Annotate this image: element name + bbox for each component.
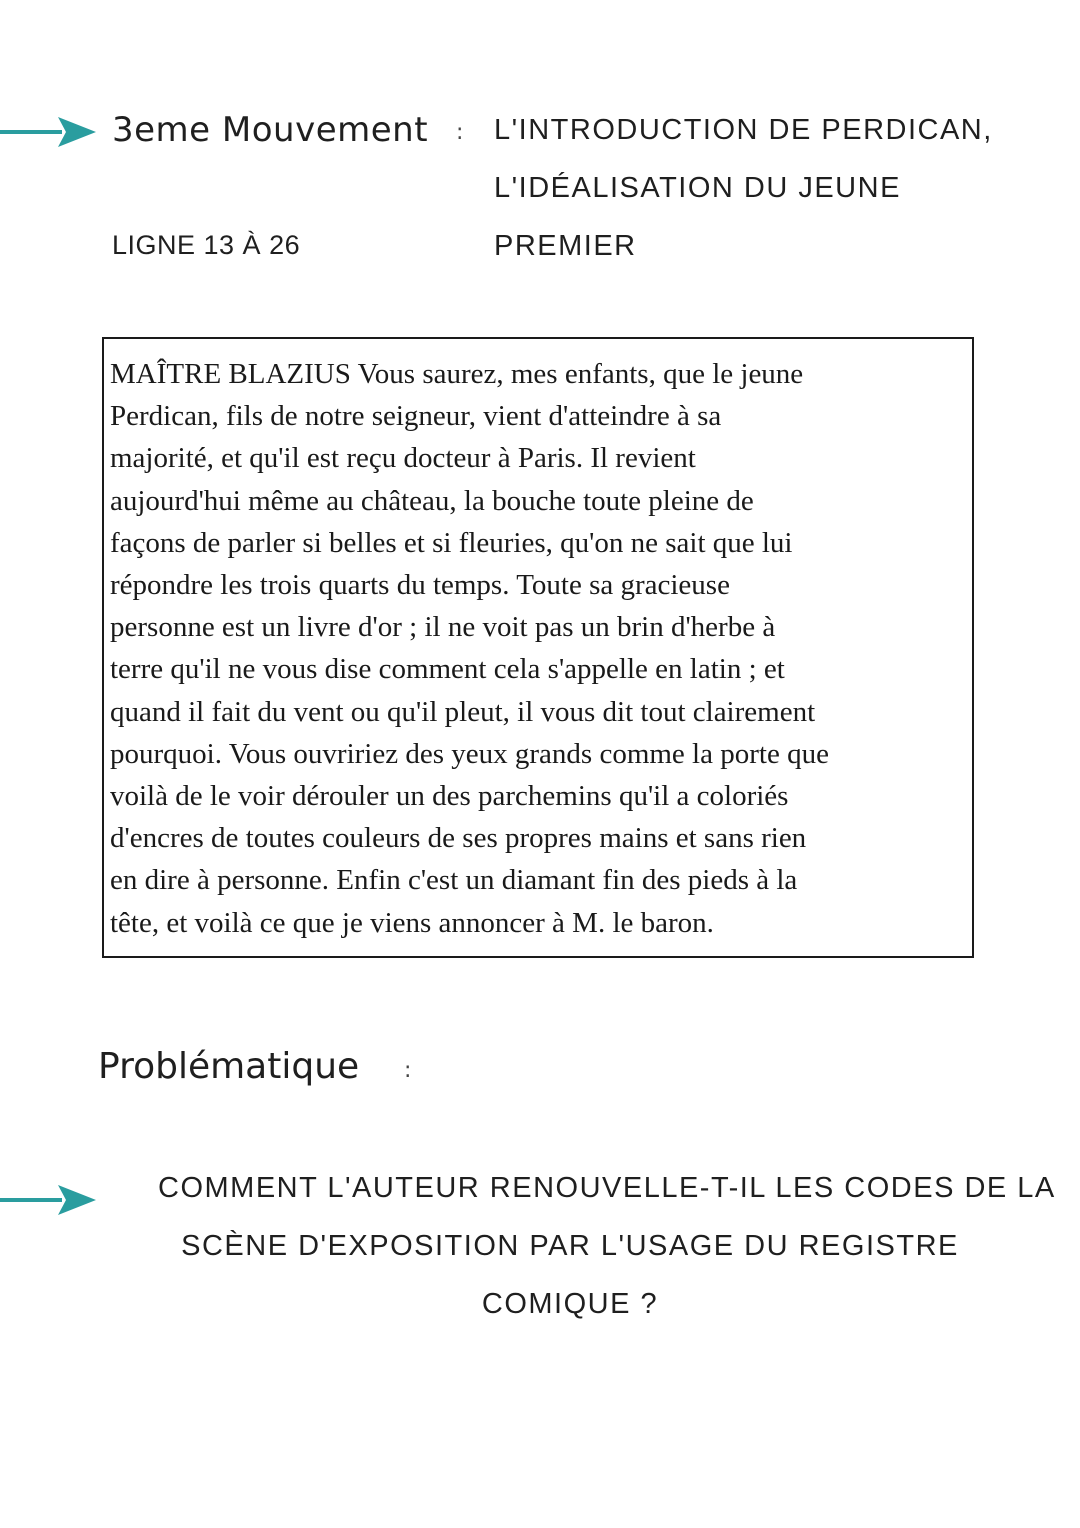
problematique-question-line: SCÈNE D'EXPOSITION PAR L'USAGE DU REGISTRE bbox=[181, 1230, 959, 1262]
quote-line: en dire à personne. Enfin c'est un diamant fin des pieds à la bbox=[110, 864, 798, 897]
problematique-question-line: COMMENT L'AUTEUR RENOUVELLE-T-IL LES CODES DE LA bbox=[158, 1172, 1056, 1204]
quote-line: MAÎTRE BLAZIUS Vous saurez, mes enfants, que le jeune bbox=[110, 358, 804, 390]
quote-line: répondre les trois quarts du temps. Toute sa gracieuse bbox=[110, 569, 730, 602]
problematique-colon: : bbox=[404, 1058, 412, 1083]
quote-line: personne est un livre d'or ; il ne voit pas un brin d'herbe à bbox=[110, 611, 776, 644]
mouvement-title-line: L'IDÉALISATION DU JEUNE bbox=[494, 172, 901, 204]
quote-line: pourquoi. Vous ouvririez des yeux grands comme la porte que bbox=[110, 737, 829, 770]
mouvement-title-line: PREMIER bbox=[494, 230, 637, 262]
quote-line: Perdican, fils de notre seigneur, vient d'atteindre à sa bbox=[110, 400, 722, 433]
quote-line: façons de parler si belles et si fleuries, qu'on ne sait que lui bbox=[110, 526, 793, 559]
quote-line: quand il fait du vent ou qu'il pleut, il vous dit tout clairement bbox=[110, 695, 816, 728]
heading-colon: : bbox=[456, 120, 464, 145]
quote-line: terre qu'il ne vous dise comment cela s'appelle en latin ; et bbox=[110, 653, 785, 686]
problematique-heading: Problématique bbox=[98, 1046, 360, 1087]
quote-box bbox=[102, 337, 974, 958]
quote-line: aujourd'hui même au château, la bouche toute pleine de bbox=[110, 484, 754, 517]
line-range: LIGNE 13 À 26 bbox=[112, 230, 301, 260]
arrow-right-icon bbox=[0, 1180, 100, 1220]
quote-line: majorité, et qu'il est reçu docteur à Paris. Il revient bbox=[110, 442, 696, 475]
mouvement-title-line: L'INTRODUCTION DE PERDICAN, bbox=[494, 114, 993, 146]
arrow-right-icon bbox=[0, 112, 100, 152]
quote-line: d'encres de toutes couleurs de ses propres mains et sans rien bbox=[110, 822, 807, 855]
problematique-question-line: COMIQUE ? bbox=[481, 1288, 659, 1320]
quote-line: voilà de le voir dérouler un des parchemins qu'il a coloriés bbox=[110, 780, 789, 813]
mouvement-heading: 3eme Mouvement bbox=[112, 110, 429, 150]
quote-line: tête, et voilà ce que je viens annoncer à M. le baron. bbox=[110, 906, 714, 939]
